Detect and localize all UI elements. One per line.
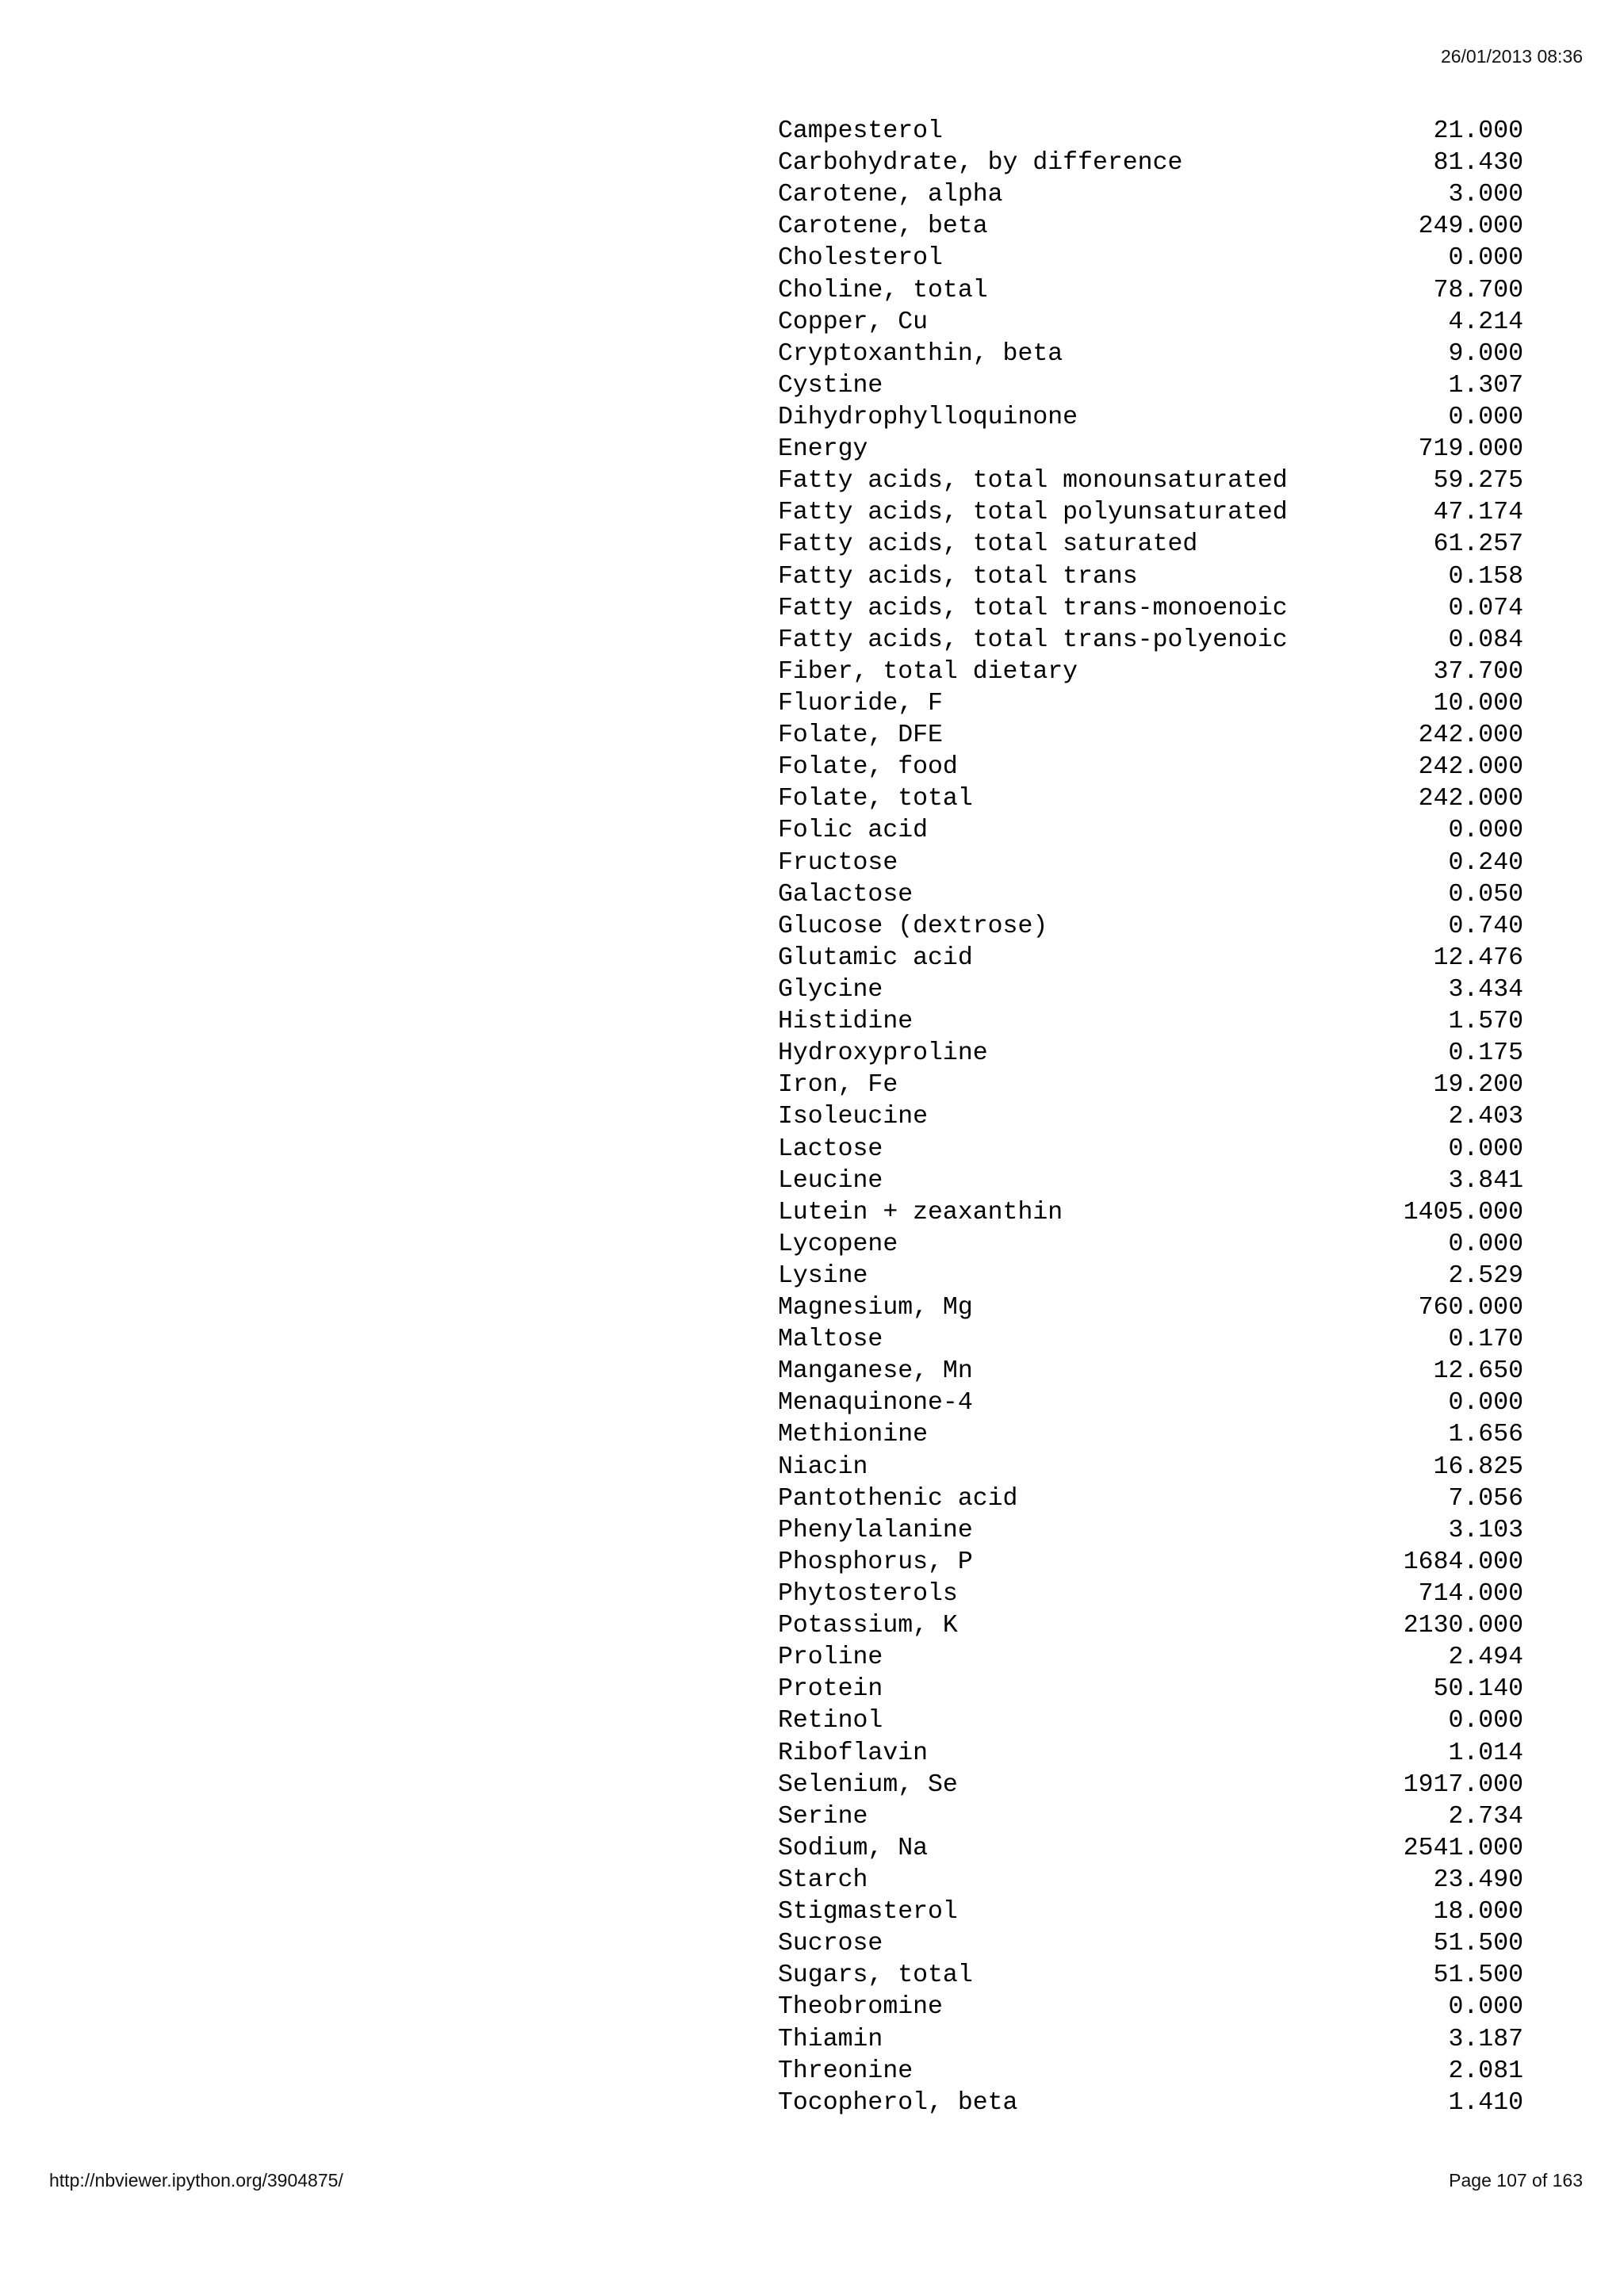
nutrient-name: Serine [778, 1802, 868, 1831]
table-row [778, 1833, 1523, 1865]
nutrient-value: 19.200 [1433, 1071, 1523, 1100]
nutrient-name: Folate, food [778, 753, 958, 782]
nutrient-name: Fiber, total dietary [778, 657, 1078, 686]
table-row [778, 402, 1523, 434]
nutrient-name: Tocopherol, beta [778, 2088, 1018, 2117]
footer-url: http://nbviewer.ipython.org/3904875/ [49, 2170, 343, 2191]
nutrient-value: 3.103 [1448, 1516, 1523, 1544]
table-row [778, 307, 1523, 339]
table-row [778, 974, 1523, 1006]
table-row [778, 1705, 1523, 1737]
table-row [778, 911, 1523, 943]
nutrient-value: 10.000 [1433, 689, 1523, 718]
nutrient-name: Carotene, beta [778, 212, 988, 241]
nutrient-value: 0.000 [1448, 1135, 1523, 1163]
nutrient-name: Stigmasterol [778, 1898, 958, 1927]
nutrient-name: Glutamic acid [778, 943, 973, 972]
nutrient-name: Dihydrophylloquinone [778, 403, 1078, 431]
nutrient-value: 51.500 [1433, 1930, 1523, 1958]
nutrient-name: Fructose [778, 848, 898, 877]
nutrient-value: 7.056 [1448, 1484, 1523, 1513]
nutrient-value: 23.490 [1433, 1866, 1523, 1895]
nutrient-value: 9.000 [1448, 339, 1523, 368]
nutrient-value: 1.307 [1448, 371, 1523, 400]
nutrient-value: 1.410 [1448, 2088, 1523, 2117]
nutrient-name: Thiamin [778, 2025, 883, 2053]
table-row [778, 625, 1523, 656]
nutrient-value: 12.476 [1433, 943, 1523, 972]
table-row [778, 497, 1523, 529]
table-row [778, 1070, 1523, 1101]
nutrient-value: 1.014 [1448, 1739, 1523, 1767]
table-row [778, 1896, 1523, 1928]
nutrient-name: Cholesterol [778, 244, 943, 273]
nutrient-value: 0.000 [1448, 1389, 1523, 1418]
nutrient-name: Lactose [778, 1135, 883, 1163]
table-row [778, 1134, 1523, 1165]
nutrient-value: 2541.000 [1403, 1834, 1523, 1862]
nutrient-name: Copper, Cu [778, 308, 929, 336]
nutrient-value: 3.841 [1448, 1166, 1523, 1195]
table-row [778, 339, 1523, 370]
nutrient-name: Threonine [778, 2057, 914, 2085]
nutrient-value: 0.000 [1448, 244, 1523, 273]
table-row [778, 1165, 1523, 1197]
nutrient-name: Potassium, K [778, 1612, 958, 1640]
nutrient-name: Galactose [778, 880, 914, 909]
nutrient-name: Folate, total [778, 785, 973, 813]
table-row [778, 1261, 1523, 1292]
nutrient-name: Fatty acids, total saturated [778, 530, 1198, 559]
table-row [778, 370, 1523, 402]
table-row [778, 275, 1523, 307]
table-row [778, 1547, 1523, 1578]
nutrient-name: Cryptoxanthin, beta [778, 339, 1063, 368]
table-row [778, 1928, 1523, 1960]
nutrient-name: Hydroxyproline [778, 1039, 988, 1068]
nutrient-value: 1405.000 [1403, 1198, 1523, 1226]
nutrient-value: 1684.000 [1403, 1548, 1523, 1576]
nutrient-value: 0.158 [1448, 562, 1523, 591]
nutrient-value: 0.000 [1448, 1707, 1523, 1735]
page-number: Page 107 of 163 [1449, 2170, 1583, 2191]
table-row [778, 848, 1523, 879]
nutrient-value: 1.570 [1448, 1008, 1523, 1036]
table-row [778, 1197, 1523, 1229]
nutrient-value: 0.074 [1448, 594, 1523, 622]
table-row [778, 434, 1523, 465]
nutrient-name: Phosphorus, P [778, 1548, 973, 1576]
nutrient-name: Manganese, Mn [778, 1357, 973, 1386]
nutrient-name: Maltose [778, 1326, 883, 1354]
nutrient-value: 2130.000 [1403, 1612, 1523, 1640]
table-row [778, 879, 1523, 911]
nutrient-value: 81.430 [1433, 149, 1523, 178]
nutrient-name: Campesterol [778, 117, 943, 145]
nutrient-name: Lysine [778, 1261, 868, 1290]
table-row [778, 1865, 1523, 1896]
nutrient-value: 0.240 [1448, 848, 1523, 877]
nutrient-value: 78.700 [1433, 276, 1523, 304]
nutrient-value: 0.740 [1448, 912, 1523, 940]
nutrient-value: 0.000 [1448, 817, 1523, 845]
nutrient-name: Phytosterols [778, 1580, 958, 1609]
nutrient-value: 16.825 [1433, 1452, 1523, 1481]
nutrient-value: 0.084 [1448, 626, 1523, 654]
nutrient-name: Carotene, alpha [778, 181, 1003, 209]
table-row [778, 147, 1523, 179]
nutrient-name: Isoleucine [778, 1103, 929, 1131]
table-row [778, 1006, 1523, 1038]
table-row [778, 2087, 1523, 2119]
nutrient-value: 3.000 [1448, 181, 1523, 209]
table-row [778, 1387, 1523, 1419]
table-row [778, 179, 1523, 211]
nutrient-name: Lycopene [778, 1230, 898, 1258]
table-row [778, 656, 1523, 688]
table-row [778, 561, 1523, 593]
nutrient-value: 2.494 [1448, 1644, 1523, 1672]
nutrient-value: 12.650 [1433, 1357, 1523, 1386]
table-row [778, 1483, 1523, 1515]
table-row [778, 1642, 1523, 1674]
table-row [778, 1452, 1523, 1483]
nutrient-name: Fatty acids, total monounsaturated [778, 467, 1288, 496]
table-row [778, 815, 1523, 847]
nutrient-value: 51.500 [1433, 1961, 1523, 1990]
table-row [778, 688, 1523, 720]
table-row [778, 1101, 1523, 1133]
nutrient-name: Theobromine [778, 1993, 943, 2022]
table-row [778, 1356, 1523, 1387]
table-row [778, 1229, 1523, 1261]
table-row [778, 1610, 1523, 1642]
table-row [778, 465, 1523, 497]
table-row [778, 943, 1523, 974]
nutrient-value: 0.000 [1448, 1230, 1523, 1258]
nutrient-value: 1.656 [1448, 1421, 1523, 1449]
nutrient-name: Sodium, Na [778, 1834, 929, 1862]
nutrient-name: Fatty acids, total polyunsaturated [778, 499, 1288, 527]
nutrient-name: Fatty acids, total trans [778, 562, 1138, 591]
table-row [778, 1738, 1523, 1770]
table-row [778, 1038, 1523, 1070]
table-row [778, 1992, 1523, 2023]
nutrient-name: Selenium, Se [778, 1770, 958, 1799]
table-row [778, 2024, 1523, 2056]
nutrient-value: 2.529 [1448, 1261, 1523, 1290]
nutrient-value: 2.403 [1448, 1103, 1523, 1131]
nutrient-name: Retinol [778, 1707, 883, 1735]
table-row [778, 243, 1523, 274]
nutrient-name: Proline [778, 1644, 883, 1672]
nutrient-name: Folate, DFE [778, 721, 943, 750]
nutrient-value: 0.000 [1448, 1993, 1523, 2022]
nutrient-value: 3.187 [1448, 2025, 1523, 2053]
nutrient-value: 3.434 [1448, 975, 1523, 1004]
nutrient-value: 242.000 [1418, 721, 1523, 750]
nutrient-value: 4.214 [1448, 308, 1523, 336]
nutrient-value: 242.000 [1418, 785, 1523, 813]
table-row [778, 1770, 1523, 1801]
nutrient-table [778, 116, 1523, 2119]
nutrient-name: Fatty acids, total trans-polyenoic [778, 626, 1288, 654]
nutrient-value: 714.000 [1418, 1580, 1523, 1609]
nutrient-value: 18.000 [1433, 1898, 1523, 1927]
nutrient-name: Methionine [778, 1421, 929, 1449]
nutrient-value: 2.081 [1448, 2057, 1523, 2085]
table-row [778, 1578, 1523, 1610]
nutrient-value: 61.257 [1433, 530, 1523, 559]
nutrient-name: Choline, total [778, 276, 988, 304]
nutrient-value: 242.000 [1418, 753, 1523, 782]
table-row [778, 720, 1523, 752]
nutrient-name: Phenylalanine [778, 1516, 973, 1544]
nutrient-name: Folic acid [778, 817, 929, 845]
nutrient-name: Cystine [778, 371, 883, 400]
table-row [778, 593, 1523, 625]
table-row [778, 1674, 1523, 1705]
nutrient-name: Pantothenic acid [778, 1484, 1018, 1513]
nutrient-name: Leucine [778, 1166, 883, 1195]
nutrient-name: Iron, Fe [778, 1071, 898, 1100]
nutrient-name: Sucrose [778, 1930, 883, 1958]
nutrient-name: Glucose (dextrose) [778, 912, 1048, 940]
nutrient-value: 47.174 [1433, 499, 1523, 527]
nutrient-value: 719.000 [1418, 435, 1523, 464]
nutrient-name: Riboflavin [778, 1739, 929, 1767]
nutrient-name: Lutein + zeaxanthin [778, 1198, 1063, 1226]
nutrient-name: Sugars, total [778, 1961, 973, 1990]
nutrient-value: 0.175 [1448, 1039, 1523, 1068]
table-row [778, 1419, 1523, 1451]
nutrient-name: Niacin [778, 1452, 868, 1481]
nutrient-value: 249.000 [1418, 212, 1523, 241]
table-row [778, 783, 1523, 815]
print-timestamp: 26/01/2013 08:36 [1440, 46, 1583, 67]
nutrient-value: 59.275 [1433, 467, 1523, 496]
nutrient-name: Energy [778, 435, 868, 464]
nutrient-value: 50.140 [1433, 1675, 1523, 1704]
nutrient-value: 0.000 [1448, 403, 1523, 431]
nutrient-name: Magnesium, Mg [778, 1294, 973, 1322]
table-row [778, 211, 1523, 243]
table-row [778, 1515, 1523, 1547]
nutrient-name: Fatty acids, total trans-monoenoic [778, 594, 1288, 622]
nutrient-name: Fluoride, F [778, 689, 943, 718]
nutrient-value: 0.170 [1448, 1326, 1523, 1354]
nutrient-value: 37.700 [1433, 657, 1523, 686]
nutrient-name: Protein [778, 1675, 883, 1704]
nutrient-value: 1917.000 [1403, 1770, 1523, 1799]
nutrient-name: Histidine [778, 1008, 914, 1036]
table-row [778, 1960, 1523, 1992]
nutrient-value: 21.000 [1433, 117, 1523, 145]
table-row [778, 1801, 1523, 1833]
table-row [778, 1292, 1523, 1324]
table-row [778, 529, 1523, 561]
table-row [778, 116, 1523, 147]
nutrient-value: 2.734 [1448, 1802, 1523, 1831]
table-row [778, 1324, 1523, 1356]
nutrient-name: Menaquinone-4 [778, 1389, 973, 1418]
nutrient-name: Starch [778, 1866, 868, 1895]
table-row [778, 2056, 1523, 2087]
nutrient-value: 0.050 [1448, 880, 1523, 909]
nutrient-name: Glycine [778, 975, 883, 1004]
nutrient-name: Carbohydrate, by difference [778, 149, 1183, 178]
nutrient-value: 760.000 [1418, 1294, 1523, 1322]
table-row [778, 752, 1523, 783]
